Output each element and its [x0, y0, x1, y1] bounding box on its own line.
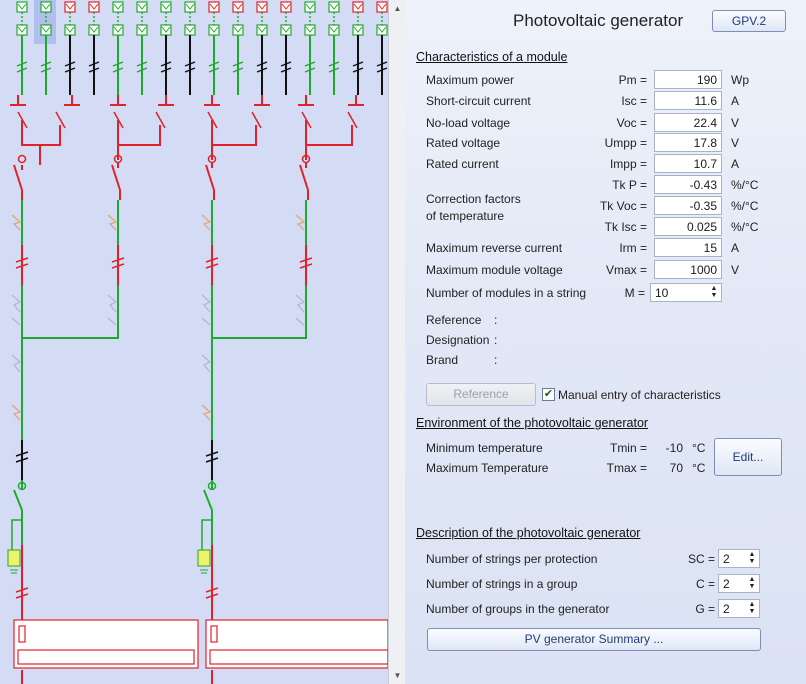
modules-in-string-symbol: M = — [624, 286, 645, 300]
component-id-button[interactable]: GPV.2 — [712, 10, 786, 32]
char-unit-tkvoc: %/°C — [731, 199, 759, 213]
char-symbol-impp: Impp = — [609, 157, 647, 171]
char-input-tkp[interactable]: -0.43 — [654, 175, 722, 194]
char-input-irm[interactable]: 15 — [654, 238, 722, 257]
desc-label-g: Number of groups in the generator — [426, 602, 610, 616]
max-temp-unit: °C — [692, 461, 706, 475]
manual-entry-checkbox[interactable]: ✔ — [543, 388, 554, 400]
description-heading: Description of the photovoltaic generator — [416, 526, 641, 540]
max-temp-value: 70 — [669, 461, 683, 475]
correction-label-2: of temperature — [426, 209, 505, 223]
char-input-umpp[interactable]: 17.8 — [654, 133, 722, 152]
reference-button[interactable]: Reference — [426, 383, 536, 406]
min-temp-label: Minimum temperature — [426, 441, 543, 455]
desc-stepper-sc[interactable] — [718, 549, 760, 568]
char-label-impp: Rated current — [426, 157, 499, 171]
min-temp-symbol: Tmin = — [609, 441, 647, 455]
panel-title: Photovoltaic generator — [513, 11, 684, 30]
char-symbol-tkvoc: Tk Voc = — [599, 199, 647, 213]
char-symbol-isc: Isc = — [621, 94, 647, 108]
char-unit-umpp: V — [731, 136, 740, 150]
char-symbol-tkp: Tk P = — [612, 178, 647, 192]
char-input-vmax[interactable]: 1000 — [654, 260, 722, 279]
char-unit-tkisc: %/°C — [731, 220, 759, 234]
single-line-diagram[interactable] — [0, 0, 388, 684]
desc-stepper-g[interactable] — [718, 599, 760, 618]
char-input-pm[interactable]: 190 — [654, 70, 722, 89]
pv-modules-row — [17, 0, 387, 95]
manual-entry-label: Manual entry of characteristics — [558, 388, 721, 402]
environment-heading: Environment of the photovoltaic generator — [416, 416, 649, 430]
char-symbol-voc: Voc = — [616, 116, 647, 130]
brand-label: Brand — [426, 353, 459, 367]
correction-label: Correction factors — [426, 192, 521, 206]
designation-colon: : — [494, 333, 498, 347]
desc-label-sc: Number of strings per protection — [426, 552, 598, 566]
scroll-up-icon[interactable]: ▲ — [393, 4, 402, 13]
desc-stepper-c[interactable] — [718, 574, 760, 593]
desc-value-g: 2 — [723, 602, 730, 616]
desc-symbol-sc: SC = — [687, 552, 715, 566]
char-label-vmax: Maximum module voltage — [426, 263, 563, 277]
char-input-voc[interactable]: 22.4 — [654, 113, 722, 132]
scroll-down-icon[interactable]: ▼ — [393, 671, 402, 680]
char-label-irm: Maximum reverse current — [426, 241, 563, 255]
spin-arrows-icon[interactable]: ▲ ▼ — [710, 285, 718, 299]
char-label-pm: Maximum power — [426, 73, 515, 87]
desc-label-c: Number of strings in a group — [426, 577, 578, 591]
edit-environment-button[interactable]: Edit... — [714, 438, 782, 476]
brand-colon: : — [494, 353, 498, 367]
pv-summary-button[interactable]: PV generator Summary ... — [427, 628, 761, 651]
modules-in-string-value: 10 — [655, 286, 669, 300]
char-label-voc: No-load voltage — [426, 116, 511, 130]
desc-value-c: 2 — [723, 577, 730, 591]
spin-arrows-icon[interactable]: ▲ ▼ — [748, 551, 756, 565]
min-temp-value: -10 — [665, 441, 683, 455]
char-label-umpp: Rated voltage — [426, 136, 501, 150]
diagram-vertical-scrollbar[interactable] — [388, 0, 405, 684]
modules-in-string-label: Number of modules in a string — [426, 286, 587, 300]
char-unit-pm: Wp — [731, 73, 749, 87]
max-temp-label: Maximum Temperature — [426, 461, 549, 475]
spin-arrows-icon[interactable]: ▲ ▼ — [748, 576, 756, 590]
char-unit-tkp: %/°C — [731, 178, 759, 192]
char-input-isc[interactable]: 11.6 — [654, 91, 722, 110]
char-input-tkisc[interactable]: 0.025 — [654, 217, 722, 236]
reference-label: Reference — [426, 313, 482, 327]
char-symbol-tkisc: Tk Isc = — [604, 220, 647, 234]
char-symbol-irm: Irm = — [619, 241, 647, 255]
max-temp-symbol: Tmax = — [606, 461, 647, 475]
characteristics-heading: Characteristics of a module — [416, 50, 568, 64]
char-unit-irm: A — [731, 241, 740, 255]
properties-panel — [405, 0, 806, 684]
char-input-tkvoc[interactable]: -0.35 — [654, 196, 722, 215]
char-label-isc: Short-circuit current — [426, 94, 531, 108]
modules-in-string-stepper[interactable] — [650, 283, 722, 302]
reference-colon: : — [494, 313, 498, 327]
char-unit-isc: A — [731, 94, 740, 108]
min-temp-unit: °C — [692, 441, 706, 455]
char-symbol-umpp: Umpp = — [604, 136, 647, 150]
desc-value-sc: 2 — [723, 552, 730, 566]
char-unit-voc: V — [731, 116, 740, 130]
designation-label: Designation — [426, 333, 490, 347]
char-symbol-vmax: Vmax = — [605, 263, 647, 277]
char-input-impp[interactable]: 10.7 — [654, 154, 722, 173]
char-symbol-pm: Pm = — [618, 73, 647, 87]
desc-symbol-g: G = — [695, 602, 715, 616]
char-unit-impp: A — [731, 157, 740, 171]
spin-arrows-icon[interactable]: ▲ ▼ — [748, 601, 756, 615]
char-unit-vmax: V — [731, 263, 740, 277]
diagram-canvas — [0, 0, 388, 684]
desc-symbol-c: C = — [695, 577, 715, 591]
